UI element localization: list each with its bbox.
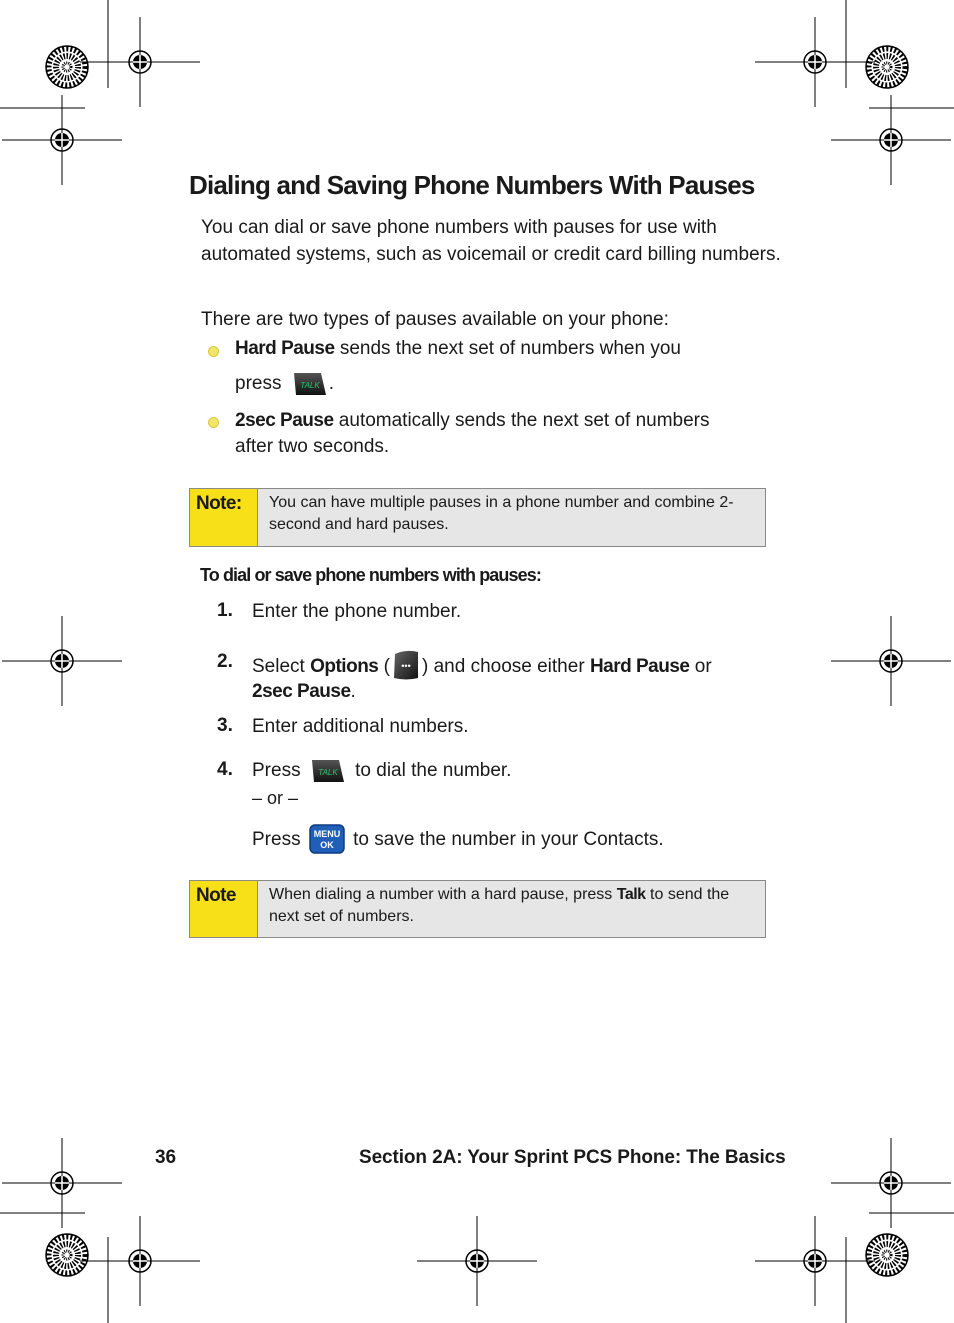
or-label: or xyxy=(689,656,712,677)
note-label: Note xyxy=(190,881,258,937)
bullet-hard-pause-line2 xyxy=(235,370,334,398)
hard-pause-text: sends the next set of numbers when you xyxy=(334,338,681,359)
bullet-hard-pause xyxy=(235,338,681,360)
hard-pause-term: Hard Pause xyxy=(589,656,690,677)
note-text xyxy=(258,881,765,937)
step-number: 4. xyxy=(217,759,233,780)
types-intro: There are two types of pauses available on your phone: xyxy=(201,309,669,330)
step-4-text xyxy=(252,756,511,785)
save-text: to save the number in your Contacts. xyxy=(353,829,664,850)
period: . xyxy=(328,373,335,394)
page-title: Dialing and Saving Phone Numbers With Pauses xyxy=(189,170,755,200)
intro-paragraph: You can dial or save phone numbers with pauses for use with automated systems, such as voicemail or credit card billing numbers. xyxy=(201,217,781,265)
talk-key-label: TALK xyxy=(300,381,320,390)
bullet-icon xyxy=(208,417,219,428)
paren-open: ( xyxy=(378,656,390,677)
press-label: press xyxy=(235,373,282,394)
paren-close: ) and choose either xyxy=(421,656,590,677)
bullet-2sec-pause xyxy=(235,408,710,460)
options-key-glyph: ••• xyxy=(401,661,411,671)
note-box xyxy=(189,880,766,938)
ok-key-label: OK xyxy=(320,840,334,850)
step-number: 1. xyxy=(217,600,233,621)
step-2-text-line2 xyxy=(252,677,356,706)
select-label: Select xyxy=(252,656,311,677)
press-label: Press xyxy=(252,829,301,850)
procedure-heading: To dial or save phone numbers with pauses: xyxy=(200,565,541,585)
talk-term: Talk xyxy=(616,886,646,903)
2sec-pause-text-line2: after two seconds. xyxy=(235,436,390,457)
talk-key-icon xyxy=(309,757,347,785)
bullet-icon xyxy=(208,346,219,357)
talk-key-label: TALK xyxy=(318,768,338,777)
press-label: Press xyxy=(252,760,301,781)
note-label: Note: xyxy=(190,489,258,546)
step-1-text: Enter the phone number. xyxy=(252,601,462,622)
menu-key-label: MENU xyxy=(313,829,341,839)
note-text-a: When dialing a number with a hard pause, press xyxy=(269,886,617,903)
step-number: 3. xyxy=(217,715,233,736)
note-text-b: to send the next set of numbers. xyxy=(269,886,730,925)
step-3-text: Enter additional numbers. xyxy=(252,716,469,737)
2sec-pause-term: 2sec Pause xyxy=(235,410,334,431)
dial-text: to dial the number. xyxy=(355,760,512,781)
2sec-pause-term: 2sec Pause xyxy=(252,681,351,702)
or-separator: – or – xyxy=(252,788,299,808)
talk-key-icon xyxy=(291,370,329,398)
options-term: Options xyxy=(310,656,379,677)
step-4-text-alt xyxy=(252,824,664,854)
note-text: You can have multiple pauses in a phone number and combine 2-second and hard pauses. xyxy=(269,494,734,533)
menu-ok-key-icon xyxy=(309,824,345,854)
hard-pause-term: Hard Pause xyxy=(235,338,335,359)
step-number: 2. xyxy=(217,651,233,672)
section-title: Section 2A: Your Sprint PCS Phone: The Basics xyxy=(359,1147,786,1168)
options-key-icon xyxy=(391,648,421,682)
note-box xyxy=(189,488,766,547)
page-number: 36 xyxy=(155,1147,176,1168)
2sec-pause-text: automatically sends the next set of numbers xyxy=(333,410,710,431)
period: . xyxy=(350,681,356,702)
